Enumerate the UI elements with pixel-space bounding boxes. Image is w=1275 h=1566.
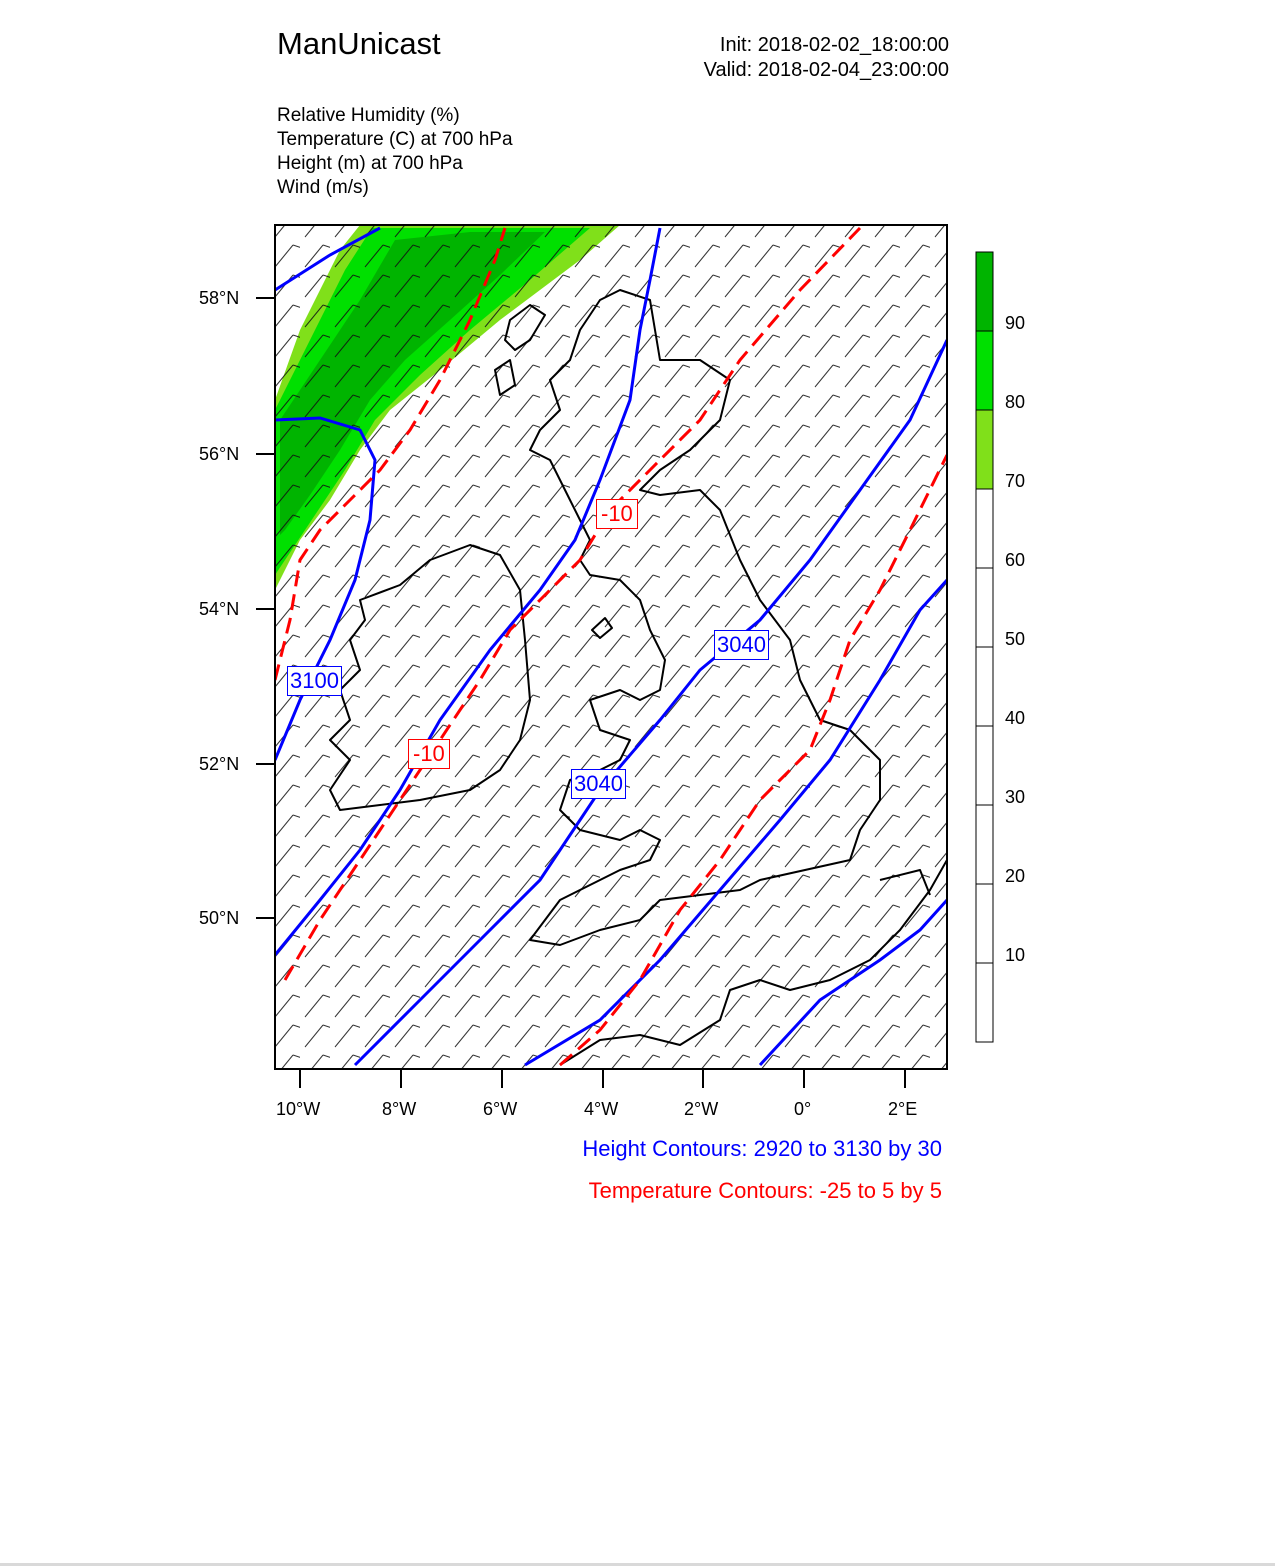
height-label-3040-south: 3040 — [571, 769, 626, 799]
height-label-3040-north: 3040 — [714, 630, 769, 660]
field-wind: Wind (m/s) — [277, 177, 369, 198]
valid-time: Valid: 2018-02-04_23:00:00 — [703, 59, 949, 81]
colorbar-label-40: 40 — [1005, 708, 1026, 728]
colorbar-label-80: 80 — [1005, 392, 1026, 412]
colorbar-label-30: 30 — [1005, 787, 1026, 807]
colorbar-label-50: 50 — [1005, 629, 1026, 649]
lon-label-8w: 8°W — [382, 1099, 417, 1119]
lat-label-56: 56°N — [199, 444, 240, 464]
map-title: ManUnicast — [277, 26, 441, 61]
lon-label-10w: 10°W — [276, 1099, 321, 1119]
init-time: Init: 2018-02-02_18:00:00 — [719, 34, 949, 56]
colorbar-label-60: 60 — [1005, 550, 1026, 570]
colorbar-label-20: 20 — [1005, 866, 1026, 886]
lon-label-6w: 6°W — [483, 1099, 518, 1119]
lon-label-0: 0° — [794, 1099, 812, 1119]
lon-label-4w: 4°W — [584, 1099, 619, 1119]
lat-ticks — [256, 298, 275, 918]
colorbar-label-90: 90 — [1005, 313, 1026, 333]
lat-label-52: 52°N — [199, 754, 240, 774]
height-contour-legend: Height Contours: 2920 to 3130 by 30 — [582, 1136, 942, 1161]
colorbar — [976, 252, 993, 1042]
lon-ticks — [300, 1069, 905, 1088]
lat-label-54: 54°N — [199, 599, 240, 619]
field-height: Height (m) at 700 hPa — [277, 153, 463, 174]
lon-label-2w: 2°W — [684, 1099, 719, 1119]
lat-label-50: 50°N — [199, 908, 240, 928]
lon-label-2e: 2°E — [888, 1099, 918, 1119]
colorbar-label-70: 70 — [1005, 471, 1026, 491]
temp-label-south: -10 — [408, 739, 450, 769]
temperature-contour-legend: Temperature Contours: -25 to 5 by 5 — [588, 1178, 942, 1203]
lat-label-58: 58°N — [199, 288, 240, 308]
field-rh: Relative Humidity (%) — [277, 105, 460, 126]
colorbar-label-10: 10 — [1005, 945, 1026, 965]
field-temperature: Temperature (C) at 700 hPa — [277, 129, 513, 150]
temp-label-north: -10 — [596, 499, 638, 529]
height-label-3100: 3100 — [287, 666, 342, 696]
